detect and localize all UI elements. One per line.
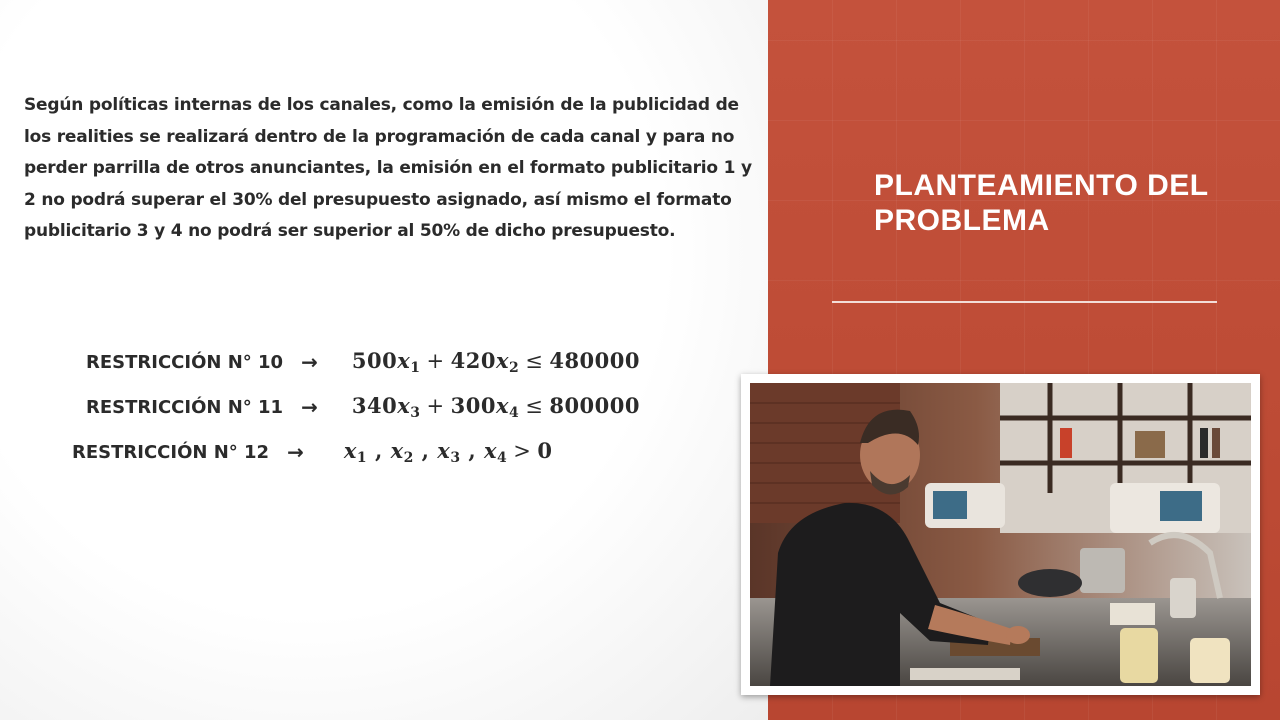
- restriction-label: RESTRICCIÓN N° 12: [72, 441, 270, 463]
- restriction-row-12: [72, 432, 553, 472]
- math-variable: x: [390, 438, 404, 463]
- math-term: [390, 438, 414, 466]
- math-term: [343, 438, 368, 466]
- arrow-right-icon: →: [301, 395, 318, 419]
- math-variable: x: [343, 438, 357, 463]
- math-variable: x: [437, 438, 451, 463]
- math-separator: ,: [413, 438, 438, 463]
- restriction-label: RESTRICCIÓN N° 11: [86, 396, 284, 418]
- math-subscript: 2: [508, 360, 520, 376]
- math-subscript: 2: [403, 450, 414, 466]
- math-subscript: 1: [410, 360, 421, 376]
- math-operator: ≤: [525, 394, 544, 418]
- math-coefficient: 420: [450, 348, 496, 373]
- math-term: [437, 438, 461, 466]
- arrow-right-icon: →: [287, 440, 304, 464]
- restriction-equation: [352, 348, 640, 376]
- math-coefficient: 340: [351, 393, 398, 418]
- math-subscript: 3: [450, 450, 461, 466]
- body-paragraph: Según políticas internas de los canales, como la emisión de la publicidad de los realities se realizará dentro de la programación de cada canal y para no perder parrilla de otros anunciantes, la emisión en el formato publicitario 1 y 2 no podrá superar el 30% del presupuesto asignado, así mismo el formato publicitario 3 y 4 no podrá ser superior al 50% de dicho presupuesto.: [24, 95, 752, 242]
- math-separator: ,: [367, 438, 391, 463]
- photo-frame: [741, 374, 1260, 695]
- math-term: [450, 348, 520, 376]
- math-term: [450, 393, 520, 421]
- math-variable: x: [484, 438, 498, 463]
- math-separator: ,: [460, 438, 485, 463]
- math-term: [351, 348, 421, 376]
- title-underline: [832, 301, 1217, 303]
- math-operator: +: [426, 394, 445, 418]
- math-term: [484, 438, 508, 466]
- math-coefficient: 500: [351, 348, 398, 373]
- math-subscript: 3: [410, 405, 421, 421]
- math-subscript: 1: [356, 450, 368, 466]
- restriction-row-11: [86, 387, 640, 427]
- math-term: [351, 393, 421, 421]
- math-operator: ≤: [525, 349, 544, 373]
- math-variable: x: [397, 348, 411, 373]
- math-operator: >: [513, 439, 532, 463]
- math-coefficient: 300: [450, 393, 496, 418]
- restriction-equation: [352, 393, 640, 421]
- math-constant: 800000: [549, 393, 640, 418]
- math-subscript: 4: [497, 450, 508, 466]
- math-operator: +: [426, 349, 445, 373]
- math-subscript: 4: [508, 405, 520, 421]
- math-variable: x: [397, 393, 411, 418]
- arrow-right-icon: →: [301, 350, 318, 374]
- restriction-row-10: [86, 342, 640, 382]
- restriction-label: RESTRICCIÓN N° 10: [86, 351, 284, 373]
- restriction-equation: [344, 438, 553, 466]
- math-variable: x: [495, 393, 509, 418]
- math-constant: 0: [537, 438, 553, 463]
- slide-title: PLANTEAMIENTO DEL PROBLEMA: [874, 169, 1209, 237]
- math-variable: x: [495, 348, 509, 373]
- math-constant: 480000: [549, 348, 640, 373]
- chef-cooking-photo-icon: [750, 383, 1251, 686]
